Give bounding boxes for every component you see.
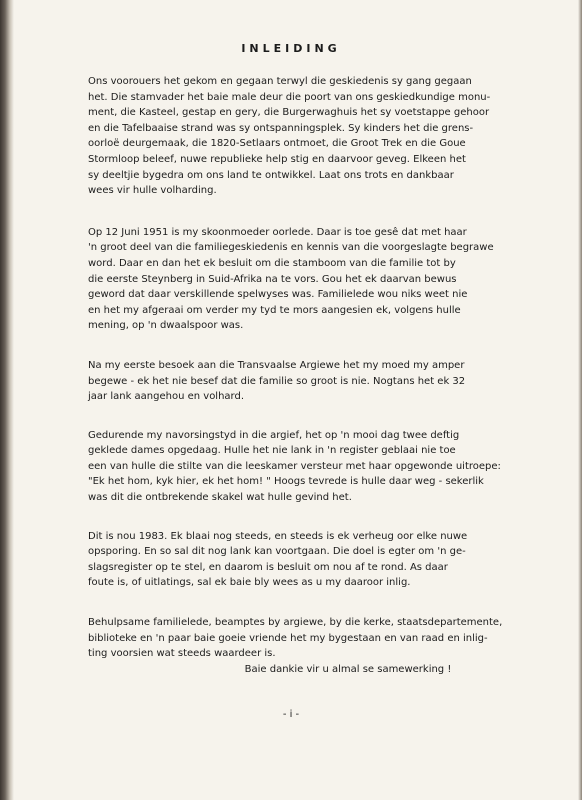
text-line: begewe - ek het nie besef dat die familie so groot is nie. Nogtans het ek 32 (88, 375, 466, 387)
text-line: "Ek het hom, kyk hier, ek het hom! " Hoogs tevrede is hulle daar weg - sekerlik (88, 476, 484, 488)
text-line: ting voorsien wat steeds waardeer is. (88, 648, 276, 660)
text-line: geklede dames opgedaag. Hulle het nie lank in 'n register geblaai nie toe (88, 445, 456, 457)
text-line: biblioteke en 'n paar baie goeie vriende het my bygestaan en van raad en inlig- (88, 632, 488, 644)
text-line: word. Daar en dan het ek besluit om die stamboom van die familie tot by (88, 257, 456, 269)
paragraph-6 (88, 615, 518, 677)
page-binding-edge (0, 0, 14, 800)
text-line: Behulpsame familielede, beamptes by argiewe, by die kerke, staatsdepartemente, (88, 617, 503, 629)
text-line: opsporing. En so sal dit nog lank kan voortgaan. Die doel is egter om 'n ge- (88, 546, 466, 558)
text-line: mening, op 'n dwaalspoor was. (88, 320, 244, 332)
body-text (88, 74, 518, 677)
text-line: Gedurende my navorsingstyd in die argief, het op 'n mooi dag twee deftig (88, 429, 460, 441)
paragraph-2 (88, 225, 518, 334)
text-line: Dit is nou 1983. Ek blaai nog steeds, en steeds is ek verheug oor elke nuwe (88, 530, 468, 542)
page-number: - i - (282, 709, 300, 720)
text-line: ment, die Kasteel, gestap en gery, die Burgerwaghuis het sy voetstappe gehoor (88, 107, 490, 119)
text-line: slagsregister op te stel, en daarom is besluit om nou af te rond. As daar (88, 561, 448, 573)
text-line: was dit die ontbrekende skakel wat hulle gevind het. (88, 492, 352, 504)
text-line: Ons voorouers het gekom en gegaan terwyl die geskiedenis sy gang gegaan (88, 76, 472, 87)
text-line: en die Tafelbaaise strand was sy ontspanningsplek. Sy kinders het die grens- (88, 122, 474, 134)
paragraph-4 (88, 428, 518, 506)
text-line: en het my afgeraai om verder my tyd te mors aangesien ek, volgens hulle (88, 304, 461, 316)
text-line: foute is, of uitlatings, sal ek baie bly wees as u my daaroor inlig. (88, 577, 411, 589)
text-line: sy deeltjie bygedra om ons land te ontwikkel. Laat ons trots en dankbaar (88, 169, 454, 181)
text-line: het. Die stamvader het baie male deur die poort van ons geskiedkundige monu- (88, 91, 491, 103)
text-line: een van hulle die stilte van die leeskamer versteur met haar opgewonde uitroepe: (88, 460, 501, 472)
page-right-edge (578, 0, 582, 800)
paragraph-1 (88, 74, 518, 199)
text-line: Stormloop beleef, nuwe republieke help stig en daarvoor geveg. Elkeen het (88, 153, 466, 165)
text-line: Op 12 Juni 1951 is my skoonmoeder oorlede. Daar is toe gesê dat met haar (88, 226, 467, 238)
thanks-line: Baie dankie vir u almal se samewerking ! (244, 663, 452, 675)
text-line: jaar lank aangehou en volhard. (88, 391, 245, 403)
text-line: 'n groot deel van die familiegeskiedenis en kennis van die voorgeslagte begrawe (88, 242, 494, 254)
text-line: wees vir hulle volharding. (88, 185, 217, 197)
page-heading: INLEIDING (241, 42, 341, 55)
paragraph-3 (88, 358, 518, 405)
text-line: Na my eerste besoek aan die Transvaalse Argiewe het my moed my amper (88, 359, 465, 371)
text-line: die eerste Steynberg in Suid-Afrika na te vors. Gou het ek daarvan bewus (88, 273, 457, 285)
text-line: geword dat daar verskillende spelwyses was. Familielede wou niks weet nie (88, 289, 468, 301)
paragraph-5 (88, 529, 518, 591)
text-line: oorloë deurgemaak, die 1820-Setlaars ontmoet, die Groot Trek en die Goue (88, 138, 466, 150)
